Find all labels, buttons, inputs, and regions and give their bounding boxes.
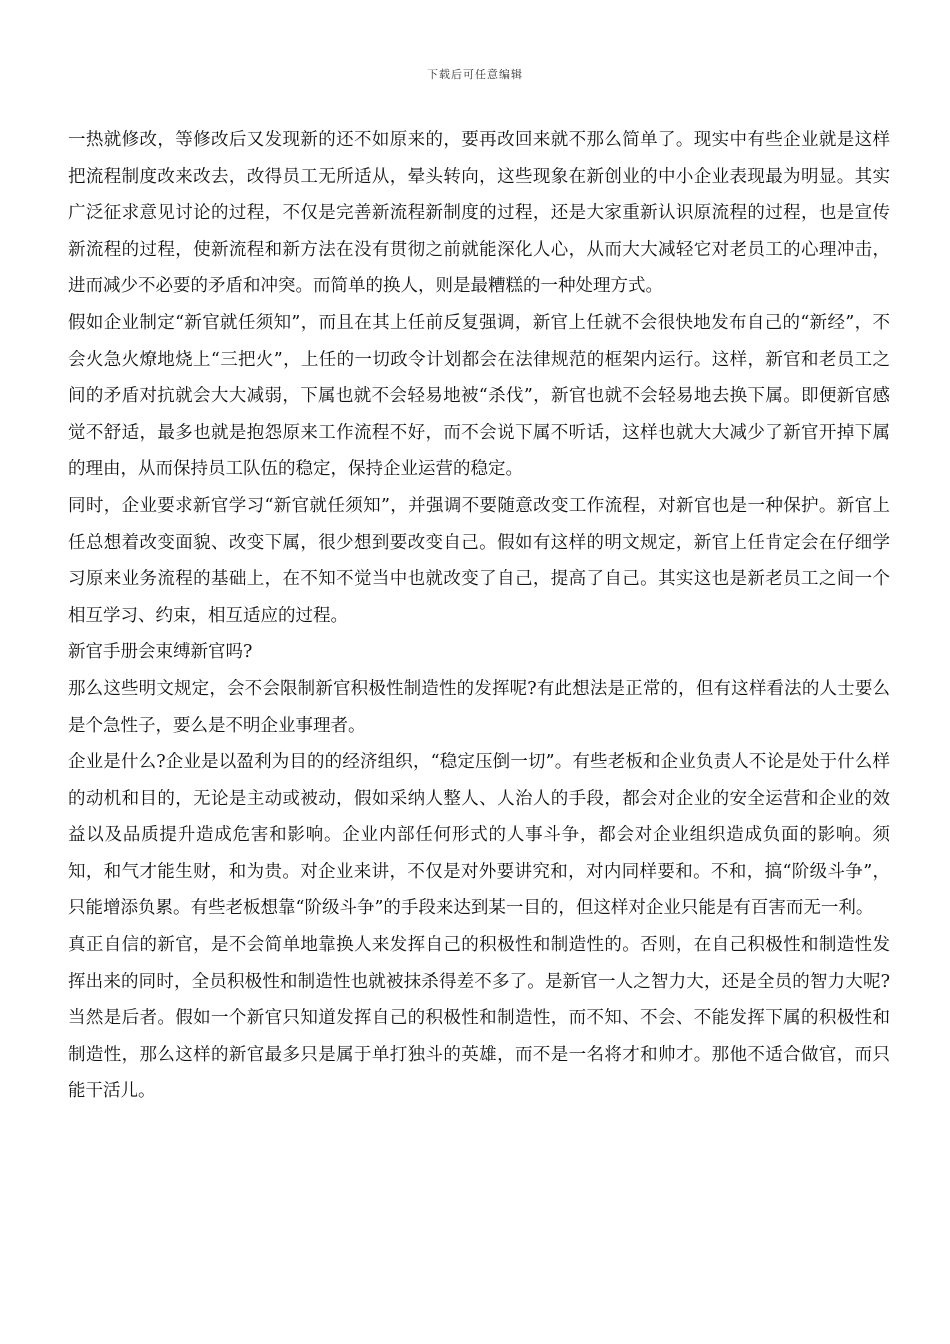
paragraph-3: 同时，企业要求新官学习“新官就任须知”，并强调不要随意改变工作流程，对新官也是一种保护。新官上任总想着改变面貌、改变下属，很少想到要改变自己。假如有这样的明文规定，新官上任肯定会在仔细学习原来业务流程的基础上，在不知不觉当中也就改变了自己，提高了自己。其实这也是新老员工之间一个相互学习、约束，相互适应的过程。 — [68, 495, 890, 626]
paragraph-6: 真正自信的新官，是不会简单地靠换人来发挥自己的积极性和制造性的。否则，在自己积极性和制造性发挥出来的同时，全员积极性和制造性也就被抹杀得差不多了。是新官一人之智力大，还是全员的智力大呢?当然是后者。假如一个新官只知道发挥自己的积极性和制造性，而不知、不会、不能发挥下属的积极性和制造性，那么这样的新官最多只是属于单打独斗的英雄，而不是一名将才和帅才。那他不适合做官，而只能干活儿。 — [68, 935, 890, 1102]
document-body — [68, 122, 890, 1110]
paragraph-4: 那么这些明文规定，会不会限制新官积极性制造性的发挥呢?有此想法是正常的，但有这样看法的人士要么是个急性子，要么是不明企业事理者。 — [68, 678, 890, 736]
paragraph-1: 一热就修改，等修改后又发现新的还不如原来的，要再改回来就不那么简单了。现实中有些企业就是这样把流程制度改来改去，改得员工无所适从，晕头转向，这些现象在新创业的中小企业表现最为明显。其实广泛征求意见讨论的过程，不仅是完善新流程新制度的过程，还是大家重新认识原流程的过程，也是宣传新流程的过程，使新流程和新方法在没有贯彻之前就能深化人心，从而大大减轻它对老员工的心理冲击，进而减少不必要的矛盾和冲突。而简单的换人，则是最糟糕的一种处理方式。 — [68, 130, 890, 297]
page-header: 下载后可任意编辑 — [427, 68, 523, 81]
paragraph-5: 企业是什么?企业是以盈利为目的的经济组织，“稳定压倒一切”。有些老板和企业负责人不论是处于什么样的动机和目的，无论是主动或被动，假如采纳人整人、人治人的手段，都会对企业的安全运营和企业的效益以及品质提升造成危害和影响。企业内部任何形式的人事斗争，都会对企业组织造成负面的影响。须知，和气才能生财，和为贵。对企业来讲，不仅是对外要讲究和，对内同样要和。不和，搞“阶级斗争”，只能增添负累。有些老板想靠“阶级斗争”的手段来达到某一目的，但这样对企业只能是有百害而无一利。 — [68, 752, 890, 919]
paragraph-2: 假如企业制定“新官就任须知”，而且在其上任前反复强调，新官上任就不会很快地发布自己的“新经”，不会火急火燎地烧上“三把火”，上任的一切政令计划都会在法律规范的框架内运行。这样，新官和老员工之间的矛盾对抗就会大大减弱，下属也就不会轻易地被“杀伐”，新官也就不会轻易地去换下属。即便新官感觉不舒适，最多也就是抱怨原来工作流程不好，而不会说下属不听话，这样也就大大减少了新官开掉下属的理由，从而保持员工队伍的稳定，保持企业运营的稳定。 — [68, 312, 890, 480]
section-heading: 新官手册会束缚新官吗? — [68, 642, 253, 663]
